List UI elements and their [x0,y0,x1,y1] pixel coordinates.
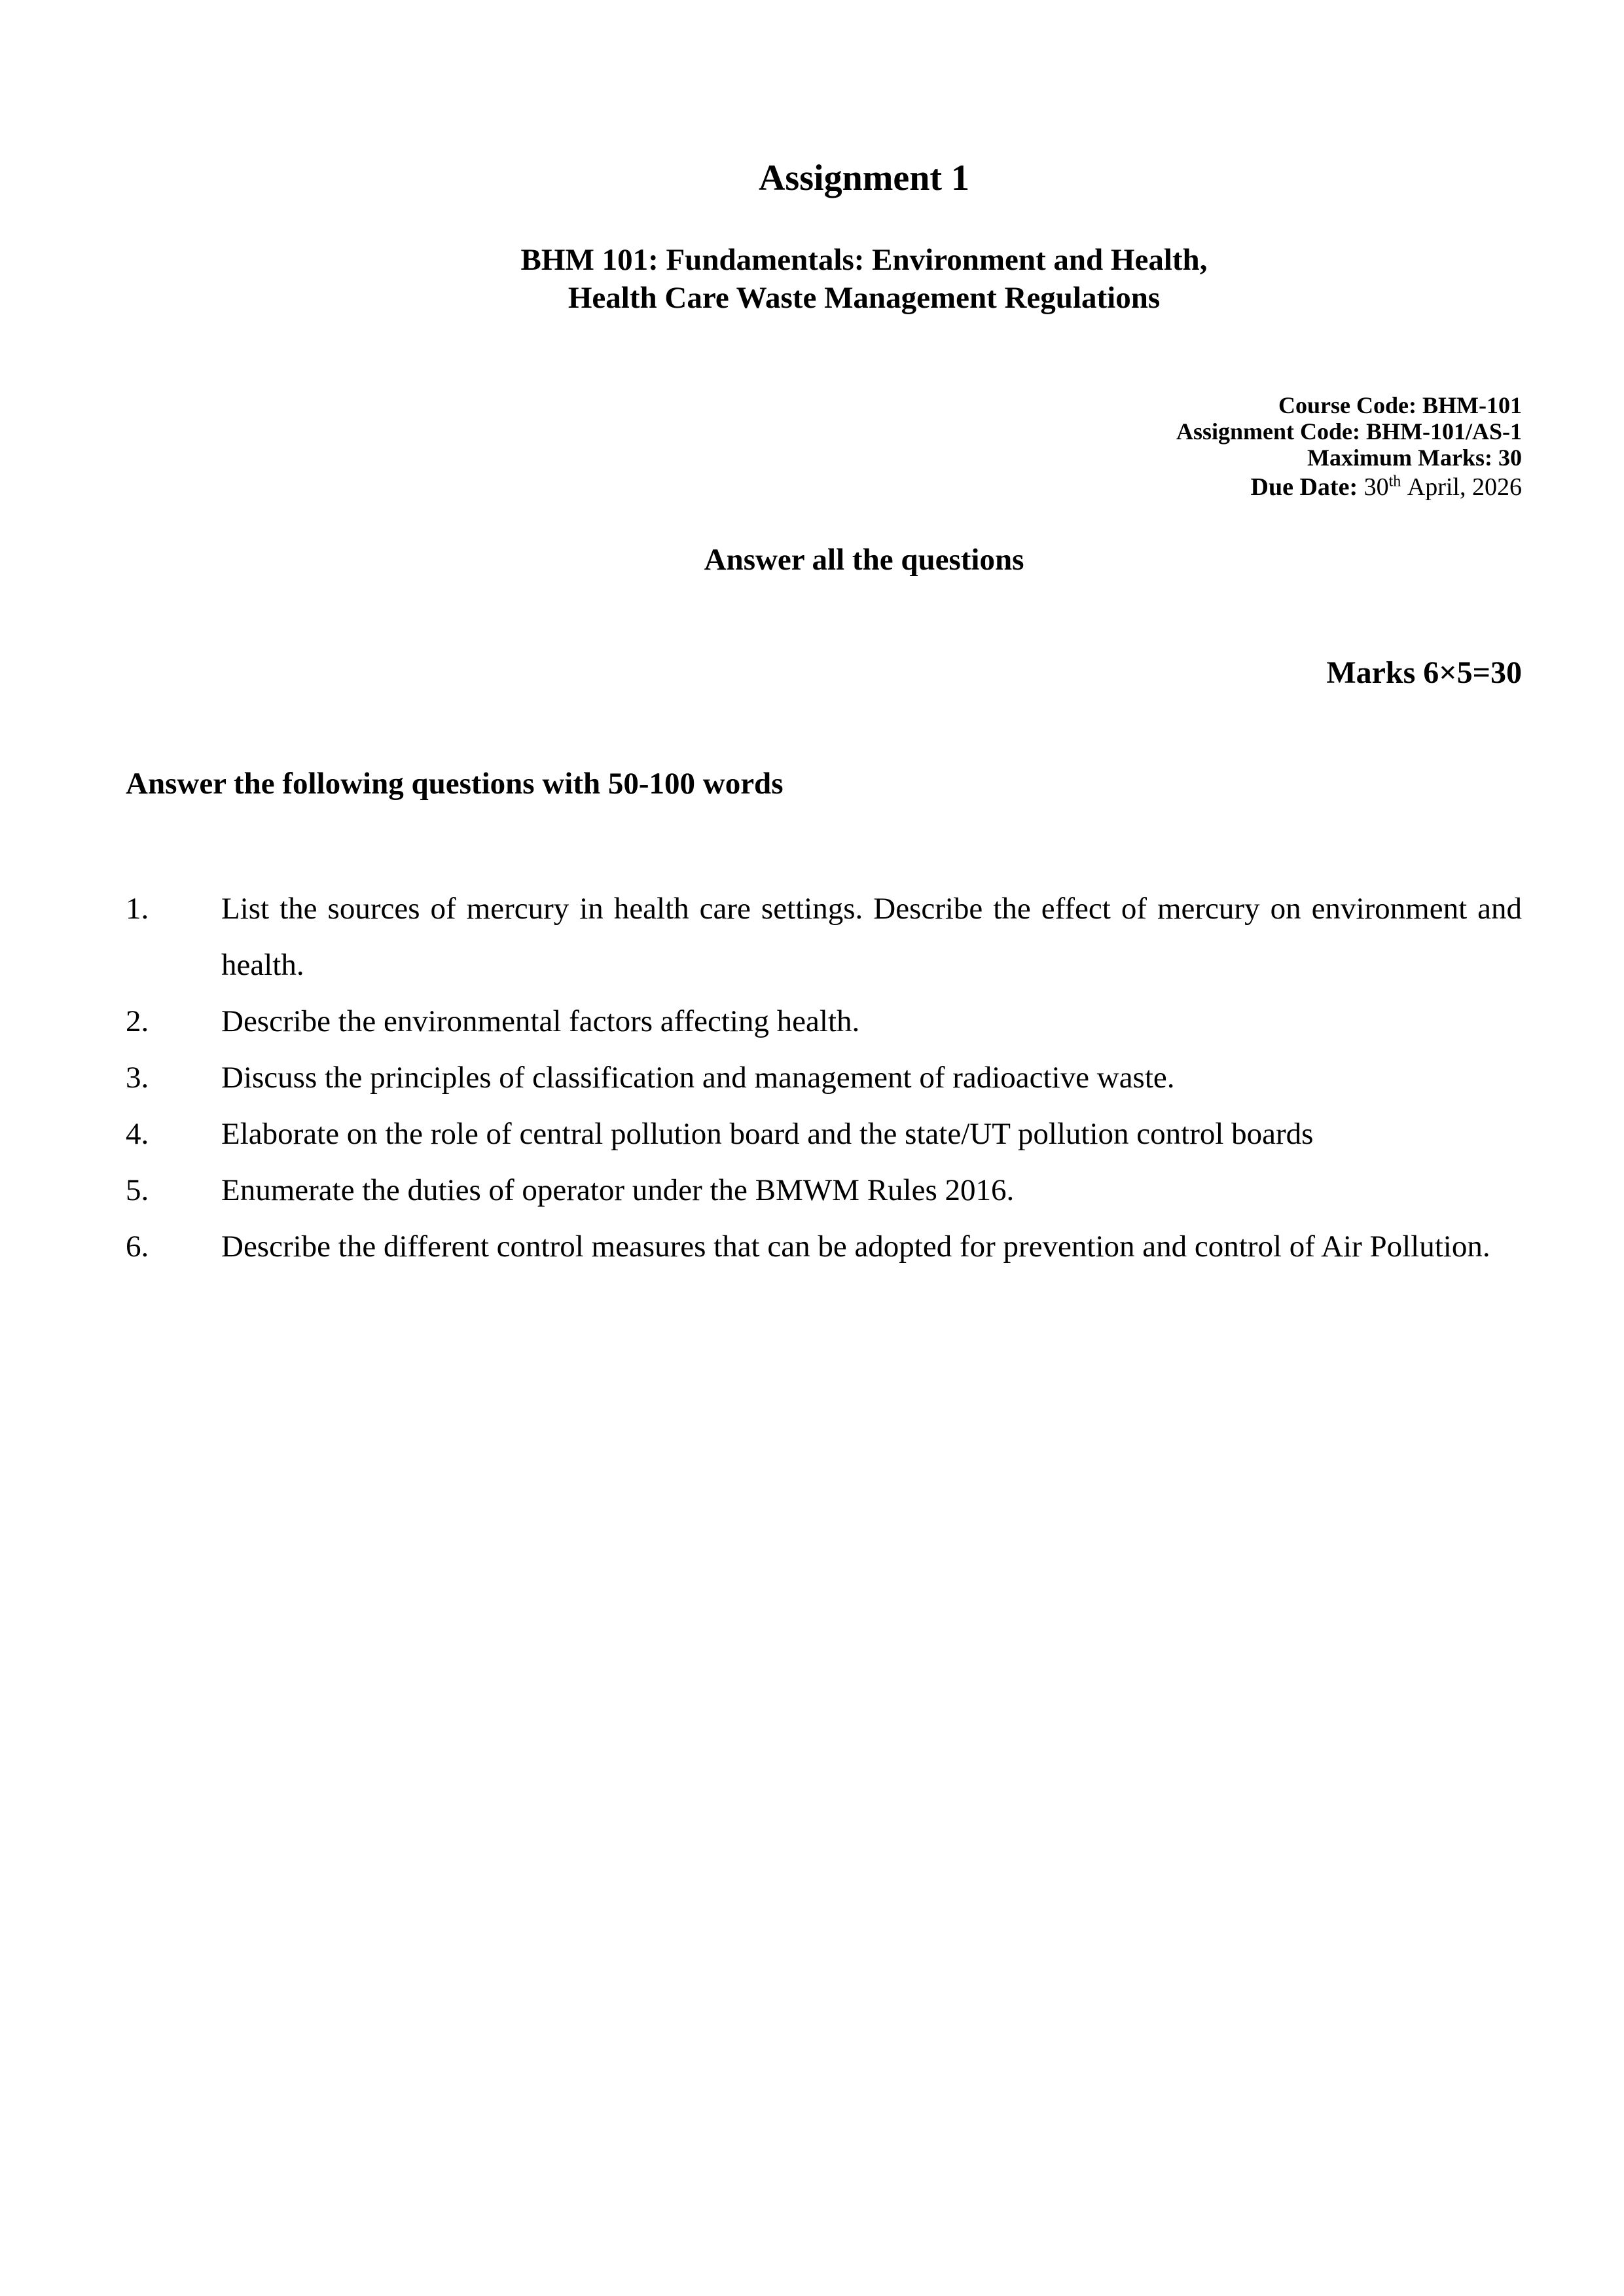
question-number: 3. [126,1061,149,1095]
question-item [126,993,1522,1049]
course-title-line-2: Health Care Waste Management Regulations [568,281,1161,315]
course-title-line-1: BHM 101: Fundamentals: Environment and Health, [520,243,1208,277]
question-text: Discuss the principles of classification and management of radioactive waste. [221,1061,1175,1095]
due-date-label: Due Date: [1250,473,1358,501]
assignment-code-label: Assignment Code: [1176,418,1360,445]
assignment-code [1176,418,1522,445]
due-date-rest: April, 2026 [1407,473,1522,501]
question-number: 1. [126,892,149,926]
maximum-marks-value: 30 [1498,445,1522,471]
question-item [126,1218,1522,1275]
question-item [126,1162,1522,1218]
instruction-heading: Answer all the questions [704,543,1024,577]
question-text: Enumerate the duties of operator under the BMWM Rules 2016. [221,1173,1015,1207]
question-text: Describe the environmental factors affecting health. [221,1004,860,1038]
question-text: Describe the different control measures that can be adopted for prevention and control of Air Pollution. [221,1230,1490,1264]
assignment-code-value: BHM-101/AS-1 [1366,418,1522,445]
due-date [1251,473,1522,501]
due-date-day: 30 [1363,473,1389,501]
question-number: 6. [126,1230,149,1264]
question-number: 4. [126,1117,149,1151]
question-number: 2. [126,1004,149,1038]
course-code-label: Course Code: [1278,392,1417,418]
maximum-marks [1307,444,1522,471]
section-heading: Answer the following questions with 50-100 words [126,767,784,801]
question-number: 5. [126,1173,149,1207]
question-text: Elaborate on the role of central pollution board and the state/UT pollution control boards [221,1117,1314,1151]
question-item [126,1106,1522,1162]
question-text: List the sources of mercury in health care settings. Describe the effect of mercury on environment and health. [221,892,1522,982]
question-item [126,881,1522,993]
question-item [126,1049,1522,1106]
question-list [126,881,1522,1275]
marks-breakdown: Marks 6×5=30 [1326,655,1522,690]
page-title: Assignment 1 [758,158,970,198]
due-date-suffix: th [1388,473,1401,490]
course-code [1278,392,1522,419]
course-code-value: BHM-101 [1422,392,1522,418]
maximum-marks-label: Maximum Marks: [1307,445,1492,471]
